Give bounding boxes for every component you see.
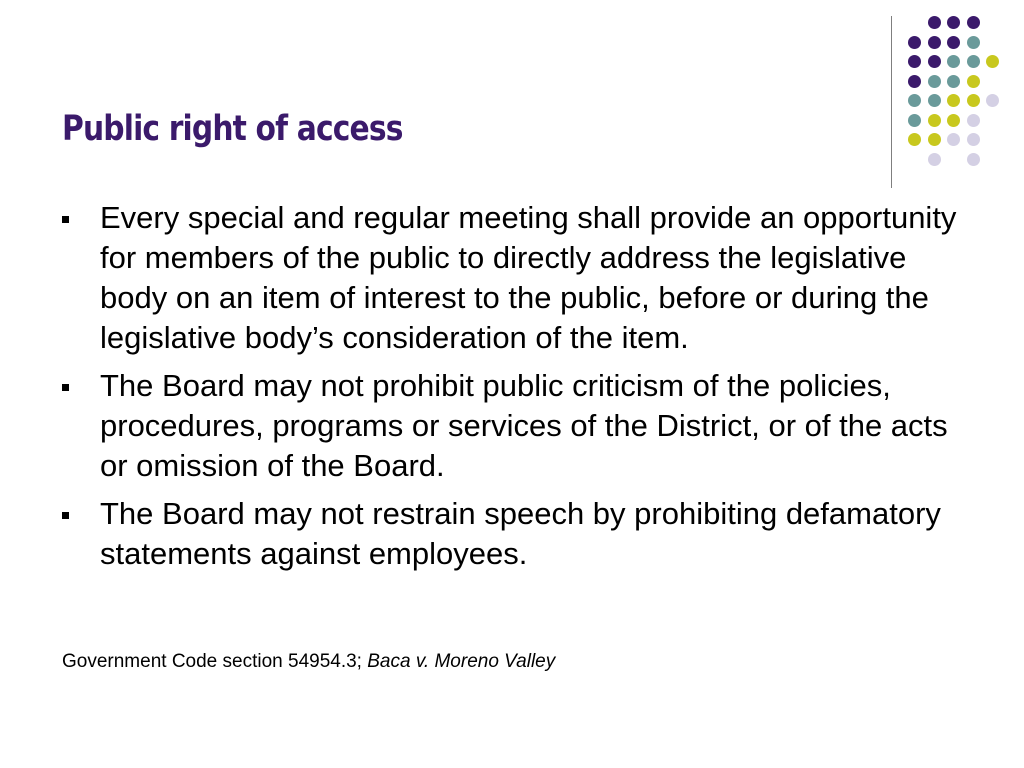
decorative-dot (928, 153, 941, 166)
bullet-text: The Board may not restrain speech by prohibiting defamatory statements against employees. (100, 496, 941, 571)
bullet-text: Every special and regular meeting shall provide an opportunity for members of the public to directly address the legislative body on an item of interest to the public, before or during the legislative body’s consideration of the item. (100, 200, 957, 355)
decorative-dot (928, 36, 941, 49)
decorative-dot (967, 36, 980, 49)
decorative-dot (908, 36, 921, 49)
decorative-dot (908, 114, 921, 127)
bullet-text: The Board may not prohibit public criticism of the policies, procedures, programs or services of the District, or of the acts or omission of the Board. (100, 368, 948, 483)
square-bullet-icon (62, 512, 69, 519)
decorative-dot (947, 114, 960, 127)
decorative-dot (967, 114, 980, 127)
decorative-dot (947, 75, 960, 88)
decorative-dot (967, 133, 980, 146)
decorative-dot (928, 133, 941, 146)
decorative-dot (986, 55, 999, 68)
citation-case-name: Baca v. Moreno Valley (367, 651, 556, 672)
decorative-dot (967, 16, 980, 29)
decorative-dot (928, 114, 941, 127)
decorative-dot (928, 55, 941, 68)
decorative-dot (947, 55, 960, 68)
decorative-dot (967, 75, 980, 88)
bullet-item (62, 366, 972, 486)
decorative-dot (967, 55, 980, 68)
bullet-item (62, 494, 972, 574)
citation-text: Government Code section 54954.3; (62, 651, 368, 672)
decorative-dot (928, 16, 941, 29)
divider-line (891, 16, 892, 188)
bullet-item (62, 198, 972, 358)
decorative-dot (986, 94, 999, 107)
square-bullet-icon (62, 384, 69, 391)
decorative-dot (908, 133, 921, 146)
decorative-dot (908, 75, 921, 88)
decorative-dot (928, 94, 941, 107)
decorative-dot (947, 36, 960, 49)
decorative-dot (908, 55, 921, 68)
dot-grid-decoration (908, 16, 1008, 166)
decorative-dot (908, 94, 921, 107)
bullet-list (62, 198, 972, 582)
decorative-dot (947, 133, 960, 146)
decorative-dot (928, 75, 941, 88)
decorative-dot (967, 94, 980, 107)
slide-title: Public right of access (62, 109, 403, 149)
square-bullet-icon (62, 216, 69, 223)
citation (62, 650, 555, 674)
decorative-dot (947, 16, 960, 29)
decorative-dot (967, 153, 980, 166)
decorative-dot (947, 94, 960, 107)
